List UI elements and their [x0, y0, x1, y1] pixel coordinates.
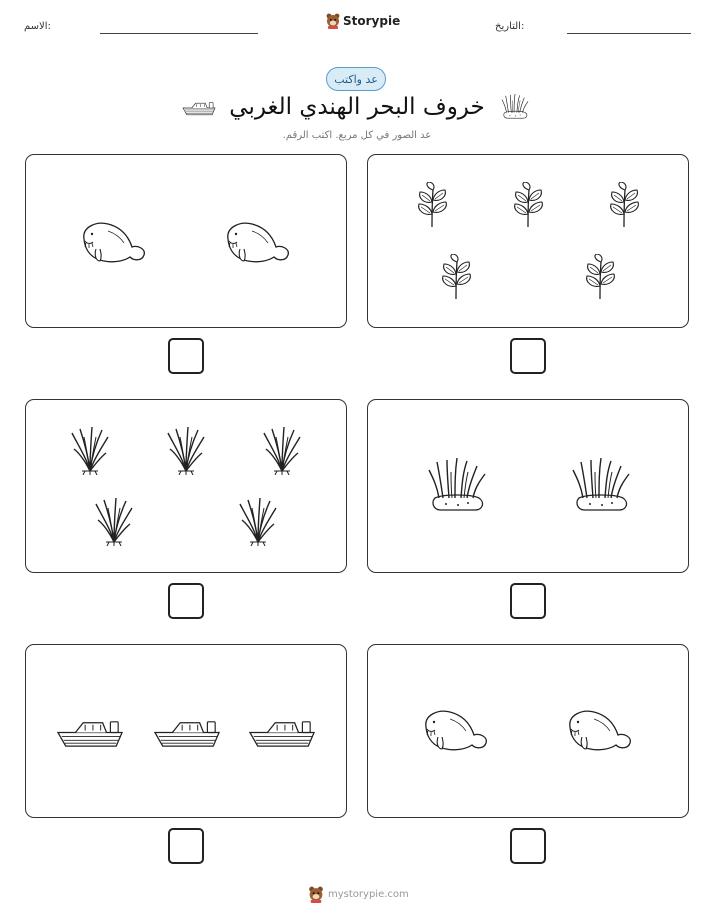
footer-url[interactable]: mystorypie.com [328, 889, 409, 900]
brand-logo [326, 13, 400, 29]
date-label: التاريخ: [495, 21, 525, 32]
boat-icon [248, 715, 316, 750]
boat-icon [56, 715, 124, 750]
page-title: خروف البحر الهندي الغربي [229, 94, 485, 120]
answer-box[interactable] [510, 338, 546, 374]
manatee-icon [222, 217, 292, 267]
activity-badge: عد واكتب [326, 67, 386, 91]
count-panel-leaves [367, 154, 689, 328]
manatee-icon [420, 705, 490, 755]
count-panel-manatees-2 [367, 644, 689, 818]
boat-icon [153, 715, 221, 750]
brand-name: Storypie [343, 14, 401, 28]
leaf-icon [604, 182, 644, 228]
count-panel-boats [25, 644, 347, 818]
seagrass-icon [238, 498, 278, 546]
answer-box[interactable] [510, 583, 546, 619]
seagrass-icon [166, 427, 206, 475]
name-label: الاسم: [24, 21, 51, 32]
seagrass-icon [262, 427, 302, 475]
seagrass-icon [501, 93, 529, 121]
manatee-icon [564, 705, 634, 755]
footer [308, 886, 409, 903]
seagrass-clump-icon [571, 458, 631, 514]
instructions: عد الصور في كل مربع. اكتب الرقم. [282, 130, 432, 141]
bear-logo-icon [308, 886, 324, 903]
count-panel-seagrass [25, 399, 347, 573]
seagrass-icon [70, 427, 110, 475]
answer-box[interactable] [510, 828, 546, 864]
leaf-icon [436, 254, 476, 300]
answer-box[interactable] [168, 583, 204, 619]
leaf-icon [508, 182, 548, 228]
leaf-icon [580, 254, 620, 300]
bear-logo-icon [326, 13, 340, 29]
seagrass-clump-icon [427, 458, 487, 514]
name-field[interactable] [100, 33, 258, 34]
count-panel-grass-clumps [367, 399, 689, 573]
answer-box[interactable] [168, 828, 204, 864]
date-field[interactable] [567, 33, 691, 34]
answer-box[interactable] [168, 338, 204, 374]
manatee-icon [78, 217, 148, 267]
boat-icon [182, 99, 216, 117]
leaf-icon [412, 182, 452, 228]
seagrass-icon [94, 498, 134, 546]
count-panel-manatees-1 [25, 154, 347, 328]
